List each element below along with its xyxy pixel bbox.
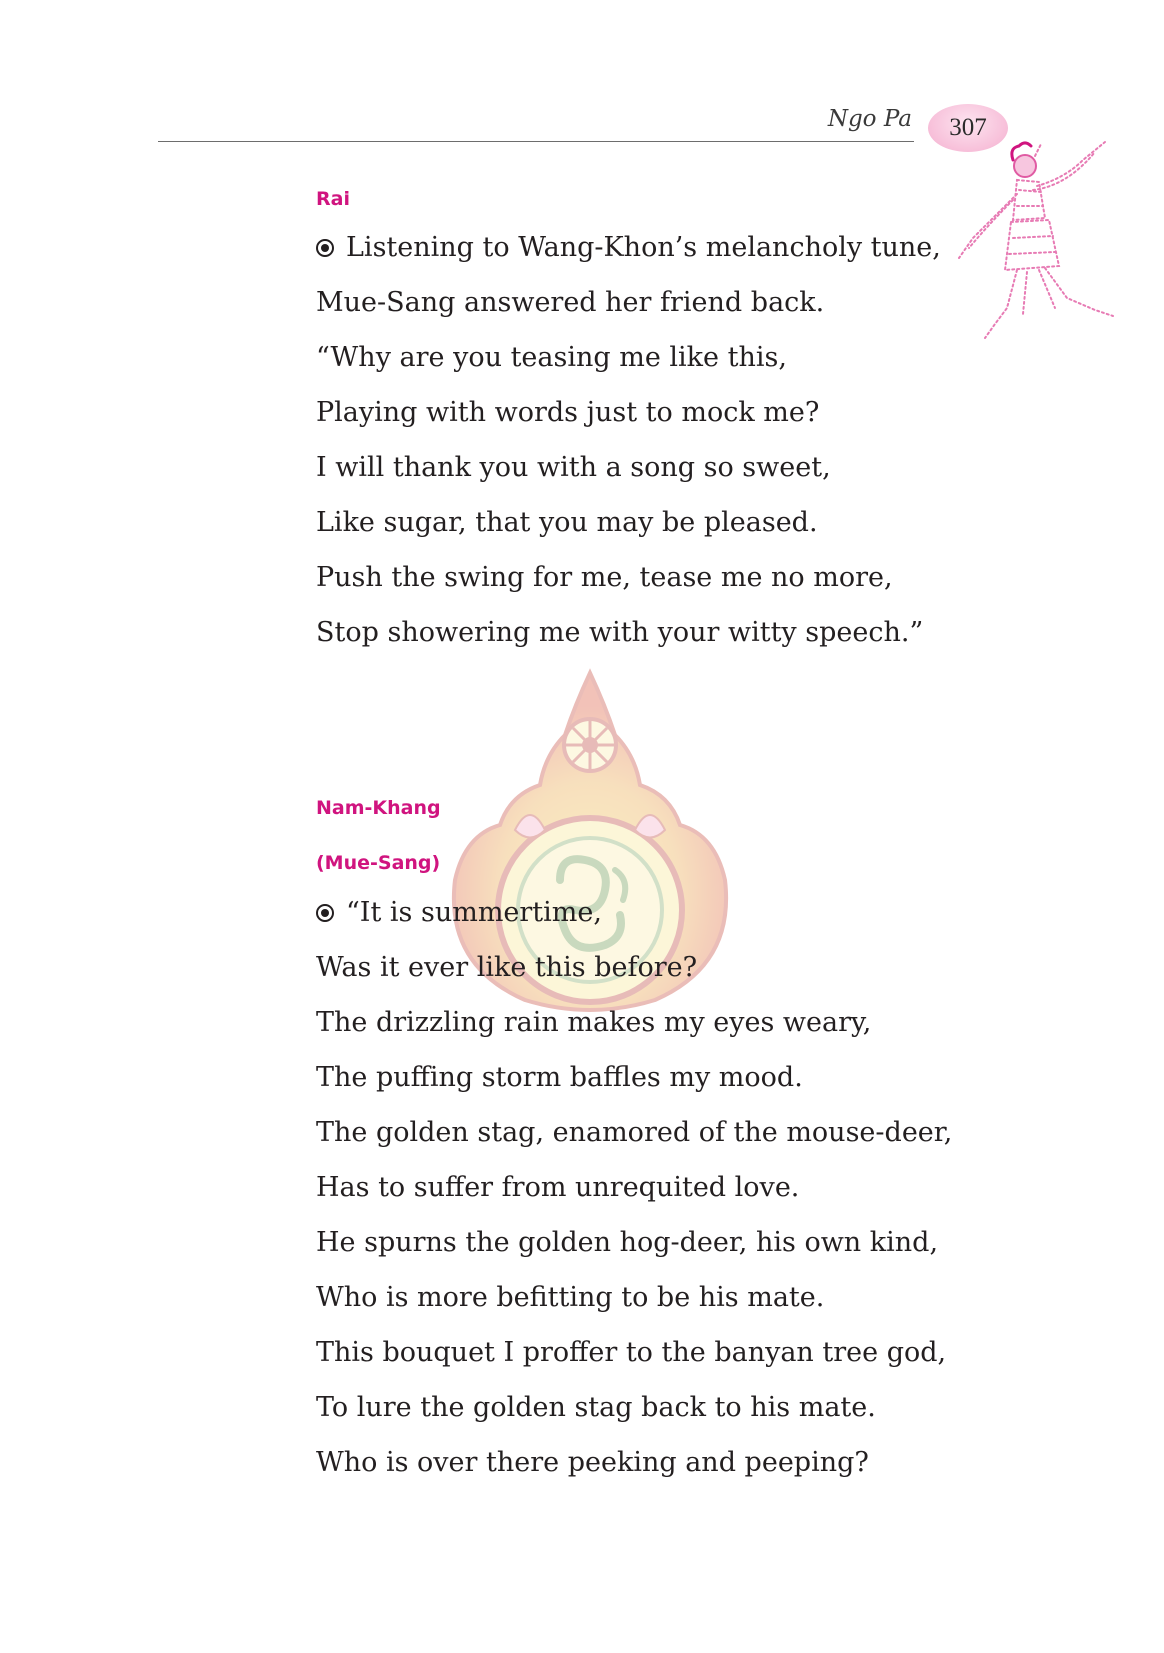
verse-line: “It is summertime,: [316, 899, 602, 926]
thai-dancer-icon: [955, 138, 1120, 343]
verse-line: “Why are you teasing me like this,: [316, 342, 787, 373]
verse-line: Who is over there peeking and peeping?: [316, 1447, 869, 1478]
verse-line: The drizzling rain makes my eyes weary,: [316, 1007, 872, 1038]
section-sublabel-mue-sang: (Mue-Sang): [316, 852, 441, 874]
verse-line: Who is more befitting to be his mate.: [316, 1282, 825, 1313]
section-label-nam-khang: Nam-Khang: [316, 797, 441, 819]
header-rule: [158, 141, 914, 142]
verse-line: Stop showering me with your witty speech.”: [316, 617, 924, 648]
verse-line: Mue-Sang answered her friend back.: [316, 287, 825, 318]
verse-line: Playing with words just to mock me?: [316, 397, 820, 428]
verse-line: Was it ever like this before?: [316, 952, 698, 983]
section-label-rai: Rai: [316, 188, 350, 210]
running-head: Ngo Pa: [827, 106, 912, 132]
verse-line: I will thank you with a song so sweet,: [316, 452, 831, 483]
verse-line: The puffing storm baffles my mood.: [316, 1062, 803, 1093]
verse-line: Has to suffer from unrequited love.: [316, 1172, 800, 1203]
verse-line: Like sugar, that you may be pleased.: [316, 507, 818, 538]
verse-line: Listening to Wang-Khon’s melancholy tune,: [316, 234, 941, 261]
verse-line: This bouquet I proffer to the banyan tree god,: [316, 1337, 947, 1368]
verse-line: He spurns the golden hog-deer, his own kind,: [316, 1227, 939, 1258]
fisheye-bullet-icon: [316, 239, 334, 257]
fisheye-bullet-icon: [316, 904, 334, 922]
verse-line: To lure the golden stag back to his mate.: [316, 1392, 876, 1423]
page-number: 307: [949, 114, 987, 141]
verse-line: The golden stag, enamored of the mouse-deer,: [316, 1117, 953, 1148]
verse-line: Push the swing for me, tease me no more,: [316, 562, 893, 593]
